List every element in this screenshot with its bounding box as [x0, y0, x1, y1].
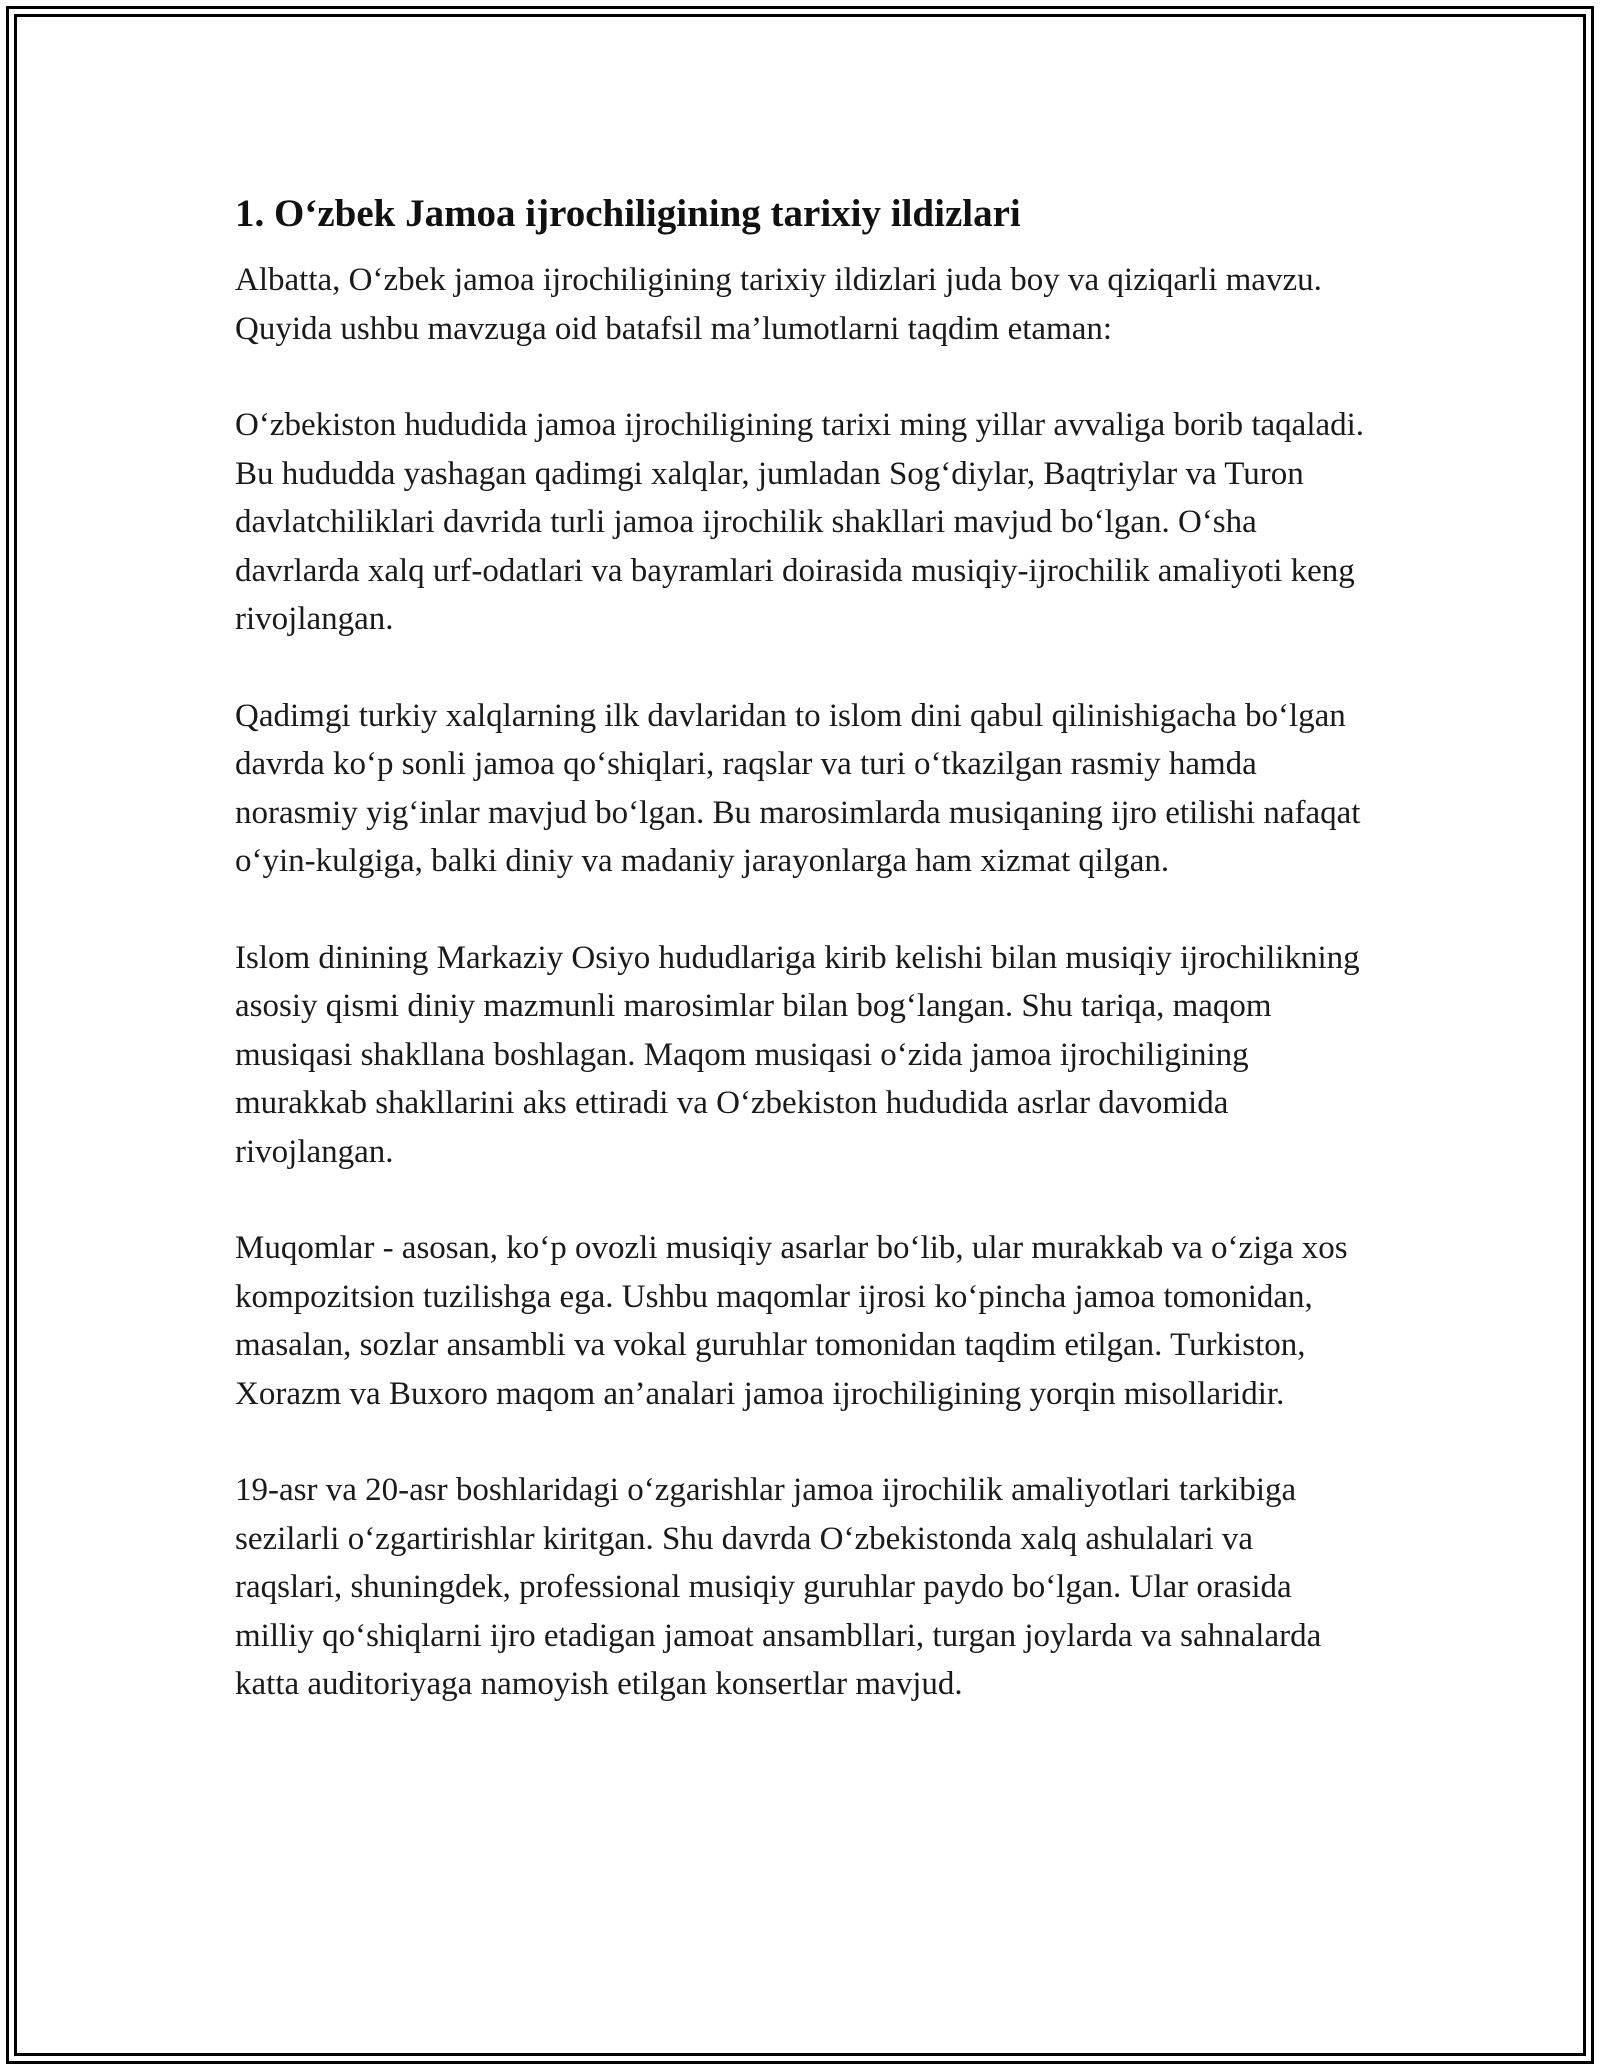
paragraph-muqomlar: Muqomlar - asosan, ko‘p ovozli musiqiy asarlar bo‘lib, ular murakkab va o‘ziga xos kompozitsion tuzilishga ega. Ushbu maqomlar ijrosi ko‘pincha jamoa tomonidan, masalan, sozlar ansambli va vokal guruhlar tomonidan taqdim etilgan. Turkiston, Xorazm va Buxoro maqom an’analari jamoa ijrochiligining yorqin misollaridir.: [235, 1230, 1348, 1412]
section-heading: 1. O‘zbek Jamoa ijrochiligining tarixiy ildizlari: [235, 192, 1021, 235]
paragraph-19-20-century: 19-asr va 20-asr boshlaridagi o‘zgarishlar jamoa ijrochilik amaliyotlari tarkibiga sezilarli o‘zgartirishlar kiritgan. Shu davrda O‘zbekistonda xalq ashulalari va raqslari, shuningdek, professional musiqiy guruhlar paydo bo‘lgan. Ular orasida milliy qo‘shiqlarni ijro etadigan jamoat ansambllari, turgan joylarda va sahnalarda katta auditoriyaga namoyish etilgan konsertlar mavjud.: [235, 1472, 1322, 1702]
paragraph-ancient-history: O‘zbekiston hududida jamoa ijrochiligining tarixi ming yillar avvaliga borib taqaladi. Bu hududda yashagan qadimgi xalqlar, jumladan Sog‘diylar, Baqtriylar va Turon davlatchiliklari davrida turli jamoa ijrochilik shakllari mavjud bo‘lgan. O‘sha davrlarda xalq urf-odatlari va bayramlari doirasida musiqiy-ijrochilik amaliyoti keng rivojlangan.: [235, 407, 1365, 637]
document-body: [235, 186, 1365, 1757]
paragraph-intro: Albatta, O‘zbek jamoa ijrochiligining tarixiy ildizlari juda boy va qiziqarli mavzu. Quyida ushbu mavzuga oid batafsil ma’lumotlarni taqdim etaman:: [235, 262, 1322, 347]
paragraph-islam-maqom: Islom dinining Markaziy Osiyo hududlariga kirib kelishi bilan musiqiy ijrochilikning asosiy qismi diniy mazmunli marosimlar bilan bog‘langan. Shu tariqa, maqom musiqasi shakllana boshlagan. Maqom musiqasi o‘zida jamoa ijrochiligining murakkab shakllarini aks ettiradi va O‘zbekiston hududida asrlar davomida rivojlangan.: [235, 939, 1360, 1170]
paragraph-turkic-peoples: Qadimgi turkiy xalqlarning ilk davlaridan to islom dini qabul qilinishigacha bo‘lgan davrda ko‘p sonli jamoa qo‘shiqlari, raqslar va turi o‘tkazilgan rasmiy hamda norasmiy yig‘inlar mavjud bo‘lgan. Bu marosimlarda musiqaning ijro etilishi nafaqat o‘yin-kulgiga, balki diniy va madaniy jarayonlarga ham xizmat qilgan.: [235, 697, 1361, 879]
